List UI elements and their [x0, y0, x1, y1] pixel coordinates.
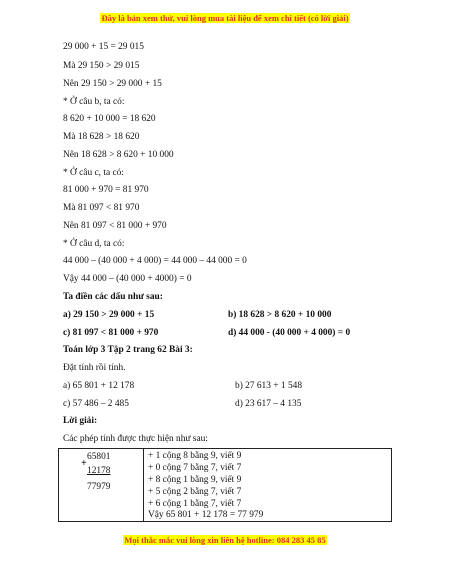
hotline-text: Mọi thắc mắc vui lòng xin liên hệ hotline: 084 283 45 85 [124, 535, 326, 545]
hotline-banner [0, 535, 450, 545]
solution-line: Nên 29 150 > 29 000 + 15 [63, 79, 162, 89]
solution-line: 44 000 – (40 000 + 4 000) = 44 000 – 44 000 = 0 [63, 256, 247, 266]
sum-result: 77979 [87, 482, 111, 492]
problem-b: b) 27 613 + 1 548 [235, 381, 303, 391]
exercise-instruction: Đặt tính rồi tính. [63, 363, 126, 373]
calc-step: + 1 cộng 8 bằng 9, viết 9 [148, 451, 242, 461]
solution-line: 81 000 + 970 = 81 970 [63, 185, 149, 195]
answer-a: a) 29 150 > 29 000 + 15 [63, 310, 155, 320]
answer-b: b) 18 628 > 8 620 + 10 000 [228, 310, 332, 320]
solution-line: * Ở câu d, ta có: [63, 239, 125, 249]
addend-top: 65801 [87, 452, 111, 462]
solution-line: Nên 18 628 > 8 620 + 10 000 [63, 150, 174, 160]
column-calculation-table [58, 448, 392, 522]
exercise-title: Toán lớp 3 Tập 2 trang 62 Bài 3: [63, 345, 193, 355]
problem-a: a) 65 801 + 12 178 [63, 381, 135, 391]
calc-step: + 0 cộng 7 bằng 7, viết 7 [148, 463, 242, 473]
solution-line: Mà 81 097 < 81 970 [63, 203, 140, 213]
solution-line: Nên 81 097 < 81 000 + 970 [63, 221, 167, 231]
fill-heading: Ta điền các dấu như sau: [63, 292, 163, 302]
addend-second: 12178 [87, 466, 111, 476]
solution-line: 8 620 + 10 000 = 18 620 [63, 114, 156, 124]
answer-c: c) 81 097 < 81 000 + 970 [63, 328, 159, 338]
calc-conclusion: Vậy 65 801 + 12 178 = 77 979 [148, 510, 264, 520]
solution-line: 29 000 + 15 = 29 015 [63, 42, 144, 52]
problem-d: d) 23 617 – 4 135 [235, 399, 302, 409]
table-divider [143, 449, 144, 521]
solution-line: Mà 29 150 > 29 015 [63, 61, 140, 71]
solution-intro: Các phép tính được thực hiện như sau: [63, 434, 208, 444]
calc-step: + 6 cộng 1 bằng 7, viết 7 [148, 499, 242, 509]
preview-notice-text: Đây là bản xem thử, vui lòng mua tài liệu để xem chi tiết (có lời giải) [101, 13, 349, 23]
problem-c: c) 57 486 – 2 485 [63, 399, 129, 409]
solution-heading: Lời giải: [63, 416, 98, 426]
plus-sign: + [81, 458, 87, 469]
solution-line: Mà 18 628 > 18 620 [63, 132, 140, 142]
preview-notice-banner [0, 13, 450, 23]
calc-step: + 5 cộng 2 bằng 7, viết 7 [148, 487, 242, 497]
answer-d: d) 44 000 - (40 000 + 4 000) = 0 [228, 328, 351, 338]
solution-line: * Ở câu c, ta có: [63, 168, 124, 178]
solution-line: Vậy 44 000 – (40 000 + 4000) = 0 [63, 274, 192, 284]
calc-step: + 8 cộng 1 bằng 9, viết 9 [148, 475, 242, 485]
solution-line: * Ở câu b, ta có: [63, 97, 125, 107]
